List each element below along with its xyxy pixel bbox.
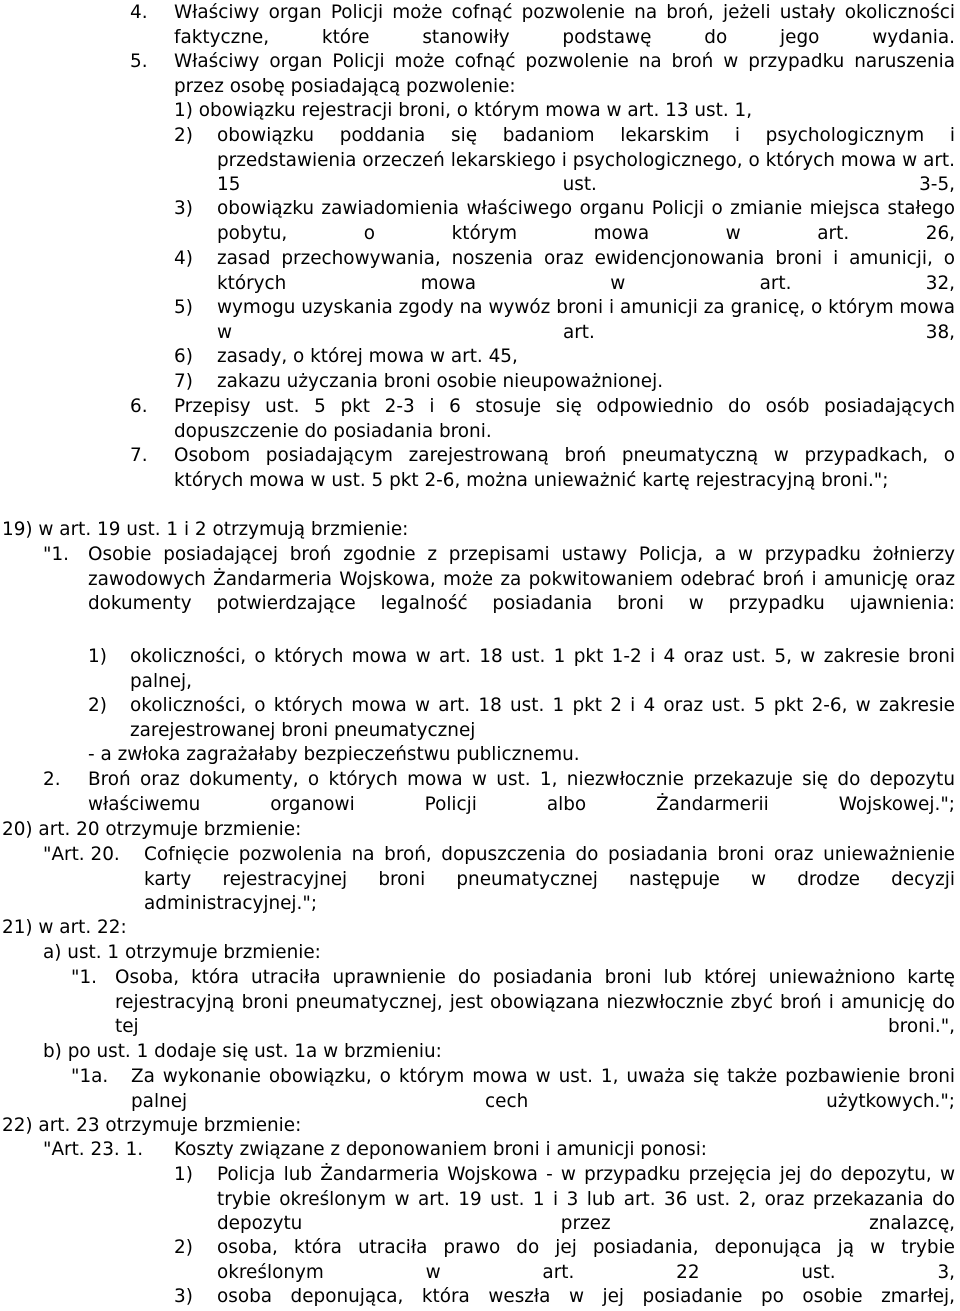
item-text: 1) obowiązku rejestracji broni, o którym mowa w art. 13 ust. 1, xyxy=(174,100,753,121)
paragraph-item xyxy=(88,694,955,743)
item-text: Właściwy organ Policji może cofnąć pozwolenie na broń w przypadku naruszenia przez osobę posiadającą pozwolenie: xyxy=(174,51,955,97)
item-text: b) po ust. 1 dodaje się ust. 1a w brzmieniu: xyxy=(43,1041,442,1062)
paragraph-item xyxy=(71,1065,955,1114)
paragraph-item xyxy=(88,743,955,768)
item-text: Właściwy organ Policji może cofnąć pozwolenie na broń, jeżeli ustały okoliczności faktyczne, które stanowiły podstawę do jego wydania. xyxy=(174,2,955,48)
item-text: Osobom posiadającym zarejestrowaną broń pneumatyczną w przypadkach, o których mowa w ust. 5 pkt 2-6, można unieważnić kartę rejestracyjną broni."; xyxy=(174,445,955,491)
item-number: 4. xyxy=(130,2,148,23)
item-text: okoliczności, o których mowa w art. 18 ust. 1 pkt 2 i 4 oraz ust. 5 pkt 2-6, w zakresie zarejestrowanej broni pneumatycznej xyxy=(130,695,955,741)
paragraph-item xyxy=(174,197,955,246)
item-number: "1a. xyxy=(71,1066,109,1087)
item-text: 22) art. 23 otrzymuje brzmienie: xyxy=(2,1115,302,1136)
amendment-heading xyxy=(2,518,955,543)
paragraph-item xyxy=(174,296,955,345)
item-number: "Art. 20. xyxy=(43,844,120,865)
sub-heading xyxy=(43,941,955,966)
item-text: a) ust. 1 otrzymuje brzmienie: xyxy=(43,942,321,963)
item-number: "Art. 23. 1. xyxy=(43,1139,144,1160)
paragraph-item xyxy=(174,1163,955,1237)
paragraph-item xyxy=(130,50,955,99)
item-number: "1. xyxy=(43,544,70,565)
item-number: 7. xyxy=(130,445,148,466)
item-text: Policja lub Żandarmeria Wojskowa - w przypadku przejęcia jej do depozytu, w trybie określonym w art. 19 ust. 1 i 3 lub art. 36 ust. 2, oraz przekazania do depozytu przez znalazcę, xyxy=(217,1164,955,1234)
amendment-heading xyxy=(2,818,955,843)
item-number: 1) xyxy=(88,646,107,667)
paragraph-item xyxy=(130,444,955,493)
paragraph-item xyxy=(130,1,955,50)
paragraph-item xyxy=(174,1285,955,1310)
item-text: wymogu uzyskania zgody na wywóz broni i amunicji za granicę, o którym mowa w art. 38, xyxy=(217,297,955,343)
item-number: 3) xyxy=(174,1286,193,1307)
paragraph-item xyxy=(43,843,955,917)
item-text: Broń oraz dokumenty, o których mowa w ust. 1, niezwłocznie przekazuje się do depozytu właściwemu organowi Policji albo Żandarmerii Wojskowej."; xyxy=(88,769,955,815)
item-number: 2) xyxy=(88,695,107,716)
item-text: Przepisy ust. 5 pkt 2-3 i 6 stosuje się odpowiednio do osób posiadających dopuszczenie do posiadania broni. xyxy=(174,396,955,442)
amendment-heading xyxy=(2,916,955,941)
item-text: Koszty związane z deponowaniem broni i amunicji ponosi: xyxy=(174,1139,708,1160)
item-text: obowiązku zawiadomienia właściwego organu Policji o zmianie miejsca stałego pobytu, o którym mowa w art. 26, xyxy=(217,198,955,244)
item-text: zasad przechowywania, noszenia oraz ewidencjonowania broni i amunicji, o których mowa w art. 32, xyxy=(217,248,955,294)
sub-heading xyxy=(43,1040,955,1065)
item-text: osoba deponująca, która weszła w jej posiadanie po osobie zmarłej, xyxy=(217,1286,955,1307)
item-text: 20) art. 20 otrzymuje brzmienie: xyxy=(2,819,302,840)
item-text: 21) w art. 22: xyxy=(2,917,127,938)
item-text: Za wykonanie obowiązku, o którym mowa w ust. 1, uważa się także pozbawienie broni palnej cech użytkowych."; xyxy=(131,1066,955,1112)
item-text: obowiązku poddania się badaniom lekarskim i psychologicznym i przedstawienia orzeczeń lekarskiego i psychologicznego, o których mowa w art. 15 ust. 3-5, xyxy=(217,125,955,195)
item-text: Osobie posiadającej broń zgodnie z przepisami ustawy Policja, a w przypadku żołnierzy zawodowych Żandarmeria Wojskowa, może za pokwitowaniem odebrać broń i amunicję oraz dokumenty potwierdzające legalność posiadania broni w przypadku ujawnienia: xyxy=(88,544,955,614)
paragraph-item xyxy=(174,1236,955,1285)
paragraph-item xyxy=(43,768,955,817)
paragraph-item xyxy=(174,345,955,370)
paragraph-item xyxy=(174,124,955,198)
paragraph-item xyxy=(174,370,955,395)
paragraph-item xyxy=(43,1138,955,1163)
item-text: zakazu użyczania broni osobie nieupoważnionej. xyxy=(217,371,664,392)
item-text: okoliczności, o których mowa w art. 18 ust. 1 pkt 1-2 i 4 oraz ust. 5, w zakresie broni palnej, xyxy=(130,646,955,692)
item-number: 1) xyxy=(174,1164,193,1185)
item-number: 6) xyxy=(174,346,193,367)
item-number: 3) xyxy=(174,198,193,219)
item-text: 19) w art. 19 ust. 1 i 2 otrzymują brzmienie: xyxy=(2,519,409,540)
item-text: Cofnięcie pozwolenia na broń, dopuszczenia do posiadania broni oraz unieważnienie karty rejestracyjnej broni pneumatycznej następuje w drodze decyzji administracyjnej."; xyxy=(144,844,955,914)
amendment-heading xyxy=(2,1114,955,1139)
item-number: 2) xyxy=(174,1237,193,1258)
paragraph-item xyxy=(174,247,955,296)
item-text: Osoba, która utraciła uprawnienie do posiadania broni lub której unieważniono kartę rejestracyjną broni pneumatycznej, jest obowiązana niezwłocznie zbyć broń i amunicję do tej broni.", xyxy=(115,967,955,1037)
item-number: 2) xyxy=(174,125,193,146)
item-text: - a zwłoka zagrażałaby bezpieczeństwu publicznemu. xyxy=(88,744,580,765)
paragraph-item xyxy=(43,543,955,617)
paragraph-item xyxy=(130,395,955,444)
item-text: zasady, o której mowa w art. 45, xyxy=(217,346,518,367)
item-number: "1. xyxy=(71,967,98,988)
item-number: 4) xyxy=(174,248,193,269)
paragraph-item xyxy=(71,966,955,1040)
paragraph-item xyxy=(88,645,955,694)
paragraph-item xyxy=(174,99,955,124)
item-number: 7) xyxy=(174,371,193,392)
item-number: 5. xyxy=(130,51,148,72)
item-number: 5) xyxy=(174,297,193,318)
item-text: osoba, która utraciła prawo do jej posiadania, deponująca ją w trybie określonym w art. 22 ust. 3, xyxy=(217,1237,955,1283)
item-number: 6. xyxy=(130,396,148,417)
item-number: 2. xyxy=(43,769,61,790)
